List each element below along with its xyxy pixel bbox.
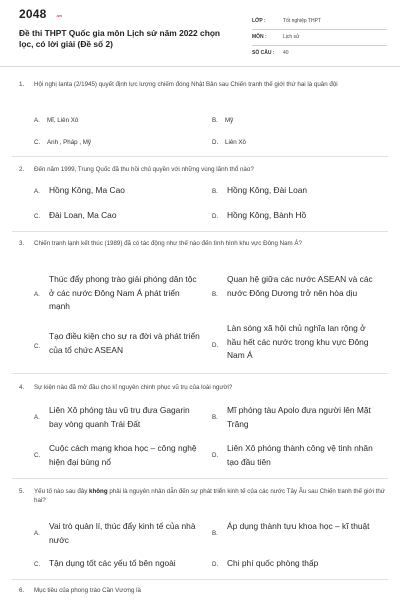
option-text: Liên Xô phóng thành công vệ tinh nhân tạo đầu tiên [227,443,373,467]
option-letter: D. [212,561,219,568]
option-text: Làn sóng xã hội chủ nghĩa lan rộng ở hầu hết các nước trong khu vực Đông Nam Á [227,323,369,360]
question-text: Sự kiện nào đã mở đầu cho kỉ nguyên chinh phục vũ trụ của loài người? [34,384,233,391]
option-text: Tạo điều kiện cho sự ra đời và phát triển của tổ chức ASEAN [49,331,200,355]
question-text: Chiến tranh lạnh kết thúc (1989) đã có tác động như thế nào đến tình hình khu vực Đông Nam Á? [34,240,302,247]
question-4 [19,383,385,392]
option-letter: B. [212,117,218,124]
option-text: Cuộc cách mạng khoa học – công nghệ hiện đại bùng nổ [49,443,197,467]
exam-meta [252,14,387,62]
option-text: Liên Xô [225,139,246,146]
option-letter: D. [212,139,219,146]
meta-label: MÔN : [252,34,267,40]
meta-row-subject [252,30,387,46]
question-divider [12,373,388,374]
option-letter: B. [212,530,218,537]
question-stem [19,383,385,392]
option-letter: C. [34,343,41,350]
site-logo-suffix: .vn [56,13,62,18]
question-text: Mục tiêu của phong trào Cần Vương là [34,587,141,594]
option-text: Hồng Kông, Ma Cao [49,185,125,195]
option-letter: A. [34,188,40,195]
question-6 [19,586,385,595]
meta-value: 40 [283,50,289,56]
question-5 [19,487,385,505]
option-letter: C. [34,561,41,568]
meta-row-class [252,14,387,30]
option-letter: A. [34,530,40,537]
question-stem [19,586,385,595]
site-logo[interactable]: 2048 [19,7,47,21]
question-number: 1. [19,81,25,88]
option-letter: D. [212,213,219,220]
option-letter: C. [34,139,41,146]
question-number: 3. [19,240,25,247]
question-stem [19,80,385,89]
option-letter: C. [34,452,41,459]
question-number: 5. [19,488,25,495]
option-text: Áp dụng thành tựu khoa học – kĩ thuật [227,521,370,531]
option-letter: D. [212,452,219,459]
meta-row-count [252,46,387,62]
option-letter: A. [34,414,40,421]
option-text: Tận dụng tốt các yếu tố bên ngoài [49,558,176,568]
question-number: 4. [19,384,25,391]
question-text-before: Yếu tố nào sau đây [34,488,90,495]
question-stem [19,239,385,248]
question-3 [19,239,385,248]
meta-value: Lịch sử [283,34,300,40]
option-text: Chi phí quốc phòng thấp [227,558,319,568]
option-text: Hồng Kông, Đài Loan [227,185,308,195]
meta-label: LỚP : [252,18,266,24]
option-letter: B. [212,188,218,195]
option-text: Mĩ phóng tàu Apolo đưa người lên Mặt Trăng [227,405,371,429]
question-divider [12,579,388,580]
exam-title: Đề thi THPT Quốc gia môn Lịch sử năm 2022 chọn lọc, có lời giải (Đề số 2) [19,28,221,49]
option-text: Đài Loan, Ma Cao [49,210,117,220]
question-text-after: phải là nguyên nhân dẫn đến sự phát triển kinh tế của các nước Tây Âu sau Chiến tranh thế giới thứ hai? [34,488,385,505]
option-letter: C. [34,213,41,220]
meta-value: Tốt nghiệp THPT [283,18,321,24]
exam-header [0,0,400,67]
option-letter: A. [34,291,40,298]
option-letter: A. [34,117,40,124]
question-divider [12,478,388,479]
question-text: Hội nghị Ianta (2/1945) quyết định lực lượng chiếm đóng Nhật Bản sau Chiến tranh thế giới thứ hai là quân đội [34,81,338,88]
option-text: Vai trò quản lí, thúc đẩy kinh tế của nhà nước [49,521,196,545]
option-text: Mỹ [225,117,234,124]
option-text: Thúc đẩy phong trào giải phóng dân tộc ở các nước Đông Nam Á phát triển mạnh [49,274,197,311]
option-letter: B. [212,414,218,421]
question-divider [12,231,388,232]
option-text: Mĩ, Liên Xô [47,117,79,124]
option-text: Quan hệ giữa các nước ASEAN và các nước Đông Dương trở nên hòa dịu [227,274,373,298]
question-stem [19,165,385,174]
question-divider [12,156,388,157]
option-letter: D. [212,342,219,349]
question-number: 6. [19,587,25,594]
option-text: Hồng Kông, Bành Hồ [227,210,307,220]
question-stem [19,487,385,505]
option-letter: B. [212,291,218,298]
option-text: Anh , Pháp , Mỹ [47,139,92,146]
meta-label: SỐ CÂU : [252,50,275,56]
question-1 [19,80,385,89]
question-text: Đến năm 1999, Trung Quốc đã thu hồi chủ quyền với những vùng lãnh thổ nào? [34,166,254,173]
question-text-emphasis: không [89,488,108,495]
question-number: 2. [19,166,25,173]
option-text: Liên Xô phóng tàu vũ trụ đưa Gagarin bay vòng quanh Trái Đất [49,405,190,429]
question-2 [19,165,385,174]
